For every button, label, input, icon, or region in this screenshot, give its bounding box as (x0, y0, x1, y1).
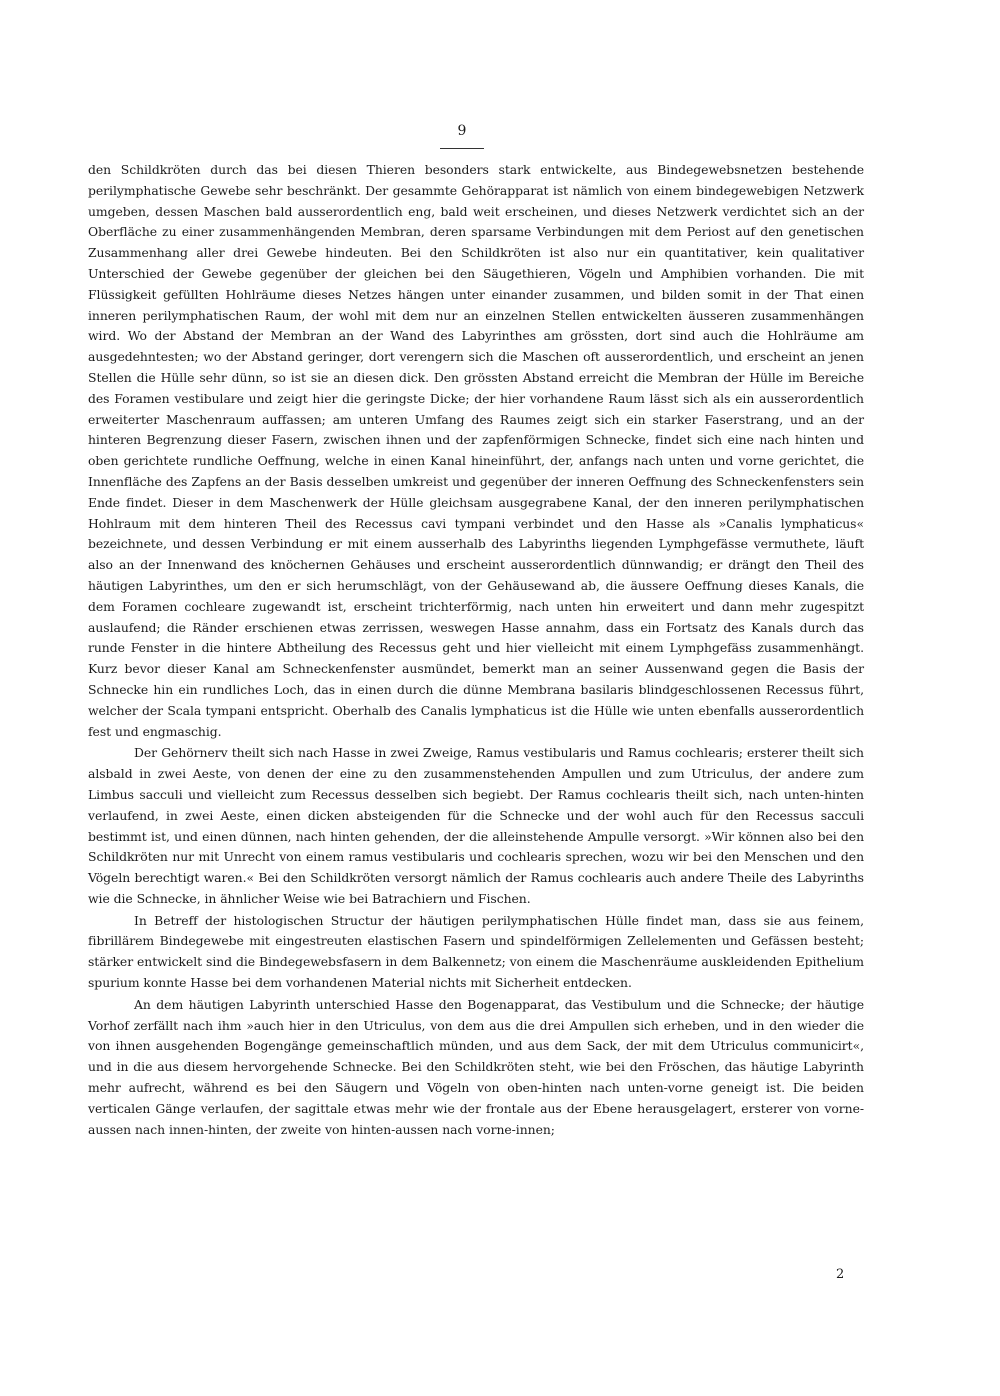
paragraph-4: An dem häutigen Labyrinth unterschied Hasse den Bogenapparat, das Vestibulum und die Schnecke; der häutige Vorhof zerfällt nach ihm »auch hier in den Utriculus, von dem aus die drei Ampullen sich erheben, und in den wieder die von ihnen ausgehenden Bogengänge gemeinschaftlich münden, und aus dem Sack, der mit dem Utriculus communicirt«, und in die aus diesem hervorgehende Schnecke. Bei den Schildkröten steht, wie bei den Fröschen, das häutige Labyrinth mehr aufrecht, während es bei den Säugern und Vögeln von oben-hinten nach unten-vorne geneigt ist. Die beiden verticalen Gänge verlaufen, der sagittale etwas mehr wie der frontale aus der Ebene herausgelagert, ersterer von vorne-aussen nach innen-hinten, der zweite von hinten-aussen nach vorne-innen; (88, 996, 864, 1137)
signature-mark: 2 (836, 1267, 845, 1282)
paragraph-3: In Betreff der histologischen Structur der häutigen perilymphatischen Hülle findet man, dass sie aus feinem, fibrillärem Bindegewebe mit eingestreuten elastischen Fasern und spindelförmigen Zellelementen und Gefässen besteht; stärker entwickelt sind die Bindegewebsfasern in dem Balkennetz; von einem die Maschenräume auskleidenden Epithelium spurium konnte Hasse bei dem vorhandenen Material nichts mit Sicherheit entdecken. (88, 912, 864, 991)
body-text (88, 160, 864, 1140)
paragraph-1: den Schildkröten durch das bei diesen Thieren besonders stark entwickelte, aus Bindegewebsnetzen bestehende perilymphatische Gewebe sehr beschränkt. Der gesammte Gehörapparat ist nämlich von einem bindegewebigen Netzwerk umgeben, dessen Maschen bald ausserordentlich eng, bald weit erscheinen, und dieses Netzwerk verdichtet sich an der Oberfläche zu einer zusammenhängenden Membran, deren sparsame Verbindungen mit dem Periost auf den genetischen Zusammenhang aller drei Gewebe hindeuten. Bei den Schildkröten ist also nur ein quantitativer, kein qualitativer Unterschied der Gewebe gegenüber der gleichen bei den Säugethieren, Vögeln und Amphibien vorhanden. Die mit Flüssigkeit gefüllten Hohlräume dieses Netzes hängen unter einander zusammen, und bilden somit in der That einen inneren perilymphatischen Raum, der wohl mit dem nur an einzelnen Stellen entwickelten äusseren zusammenhängen wird. Wo der Abstand der Membran an der Wand des Labyrinthes am grössten, dort sind auch die Hohlräume am ausgedehntesten; wo der Abstand geringer, dort verengern sich die Maschen oft ausserordentlich, und erscheint an jenen Stellen die Hülle sehr dünn, so ist sie an diesen dick. Den grössten Abstand erreicht die Membran der Hülle im Bereiche des Foramen vestibulare und zeigt hier die geringste Dicke; der hier vorhandene Raum lässt sich als ein ausserordentlich erweiterter Maschenraum auffassen; am unteren Umfang des Raumes zeigt sich ein starker Faserstrang, und an der hinteren Begrenzung dieser Fasern, zwischen ihnen und der zapfenförmigen Schnecke, findet sich eine nach hinten und oben gerichtete rundliche Oeffnung, welche in einen Kanal hineinführt, der, anfangs nach unten und vorne gerichtet, die Innenfläche des Zapfens an der Basis desselben umkreist und gegenüber der inneren Oeffnung des Schneckenfensters sein Ende findet. Dieser in dem Maschenwerk der Hülle gleichsam ausgegrabene Kanal, der den inneren perilymphatischen Hohlraum mit dem hinteren Theil des Recessus cavi tympani verbindet und den Hasse als »Canalis lymphaticus« bezeichnete, und dessen Verbindung er mit einem ausserhalb des Labyrinths liegenden Lymphgefässe vermuthete, läuft also an der Innenwand des knöchernen Gehäuses und erscheint ausserordentlich dünnwandig; er drängt den Theil des häutigen Labyrinthes, um den er sich herumschlägt, von der Gehäusewand ab, die äussere Oeffnung dieses Kanals, die dem Foramen cochleare zugewandt ist, erscheint trichterförmig, nach unten hin erweitert und dann mehr zugespitzt auslaufend; die Ränder erschienen etwas zerrissen, weswegen Hasse annahm, dass ein Fortsatz des Kanals durch das runde Fenster in die hintere Abtheilung des Recessus geht und hier vielleicht mit einem Lymphgefäss zusammenhängt. Kurz bevor dieser Kanal am Schneckenfenster ausmündet, bemerkt man an seiner Aussenwand gegen die Basis der Schnecke hin ein rundliches Loch, das in einen durch die dünne Membrana basilaris blindgeschlossenen Recessus führt, welcher der Scala tympani entspricht. Oberhalb des Canalis lymphaticus ist die Hülle wie unten ebenfalls ausserordentlich fest und engmaschig. (88, 162, 864, 739)
page-number-rule (440, 148, 484, 149)
page-number: 9 (457, 123, 467, 139)
paragraph-2: Der Gehörnerv theilt sich nach Hasse in zwei Zweige, Ramus vestibularis und Ramus cochlearis; ersterer theilt sich alsbald in zwei Aeste, von denen der eine zu den zusammenstehenden Ampullen und zum Utriculus, der andere zum Limbus sacculi und vielleicht zum Recessus desselben sich begiebt. Der Ramus cochlearis theilt sich, nach unten-hinten verlaufend, in zwei Aeste, einen dicken absteigenden für die Schnecke und der wohl auch für den Recessus sacculi bestimmt ist, und einen dünnen, nach hinten gehenden, der die alleinstehende Ampulle versorgt. »Wir können also bei den Schildkröten nur mit Unrecht von einem ramus vestibularis und cochlearis sprechen, wozu wir bei den Menschen und den Vögeln berechtigt waren.« Bei den Schildkröten versorgt nämlich der Ramus cochlearis auch andere Theile des Labyrinths wie die Schnecke, in ähnlicher Weise wie bei Batrachiern und Fischen. (88, 745, 864, 906)
